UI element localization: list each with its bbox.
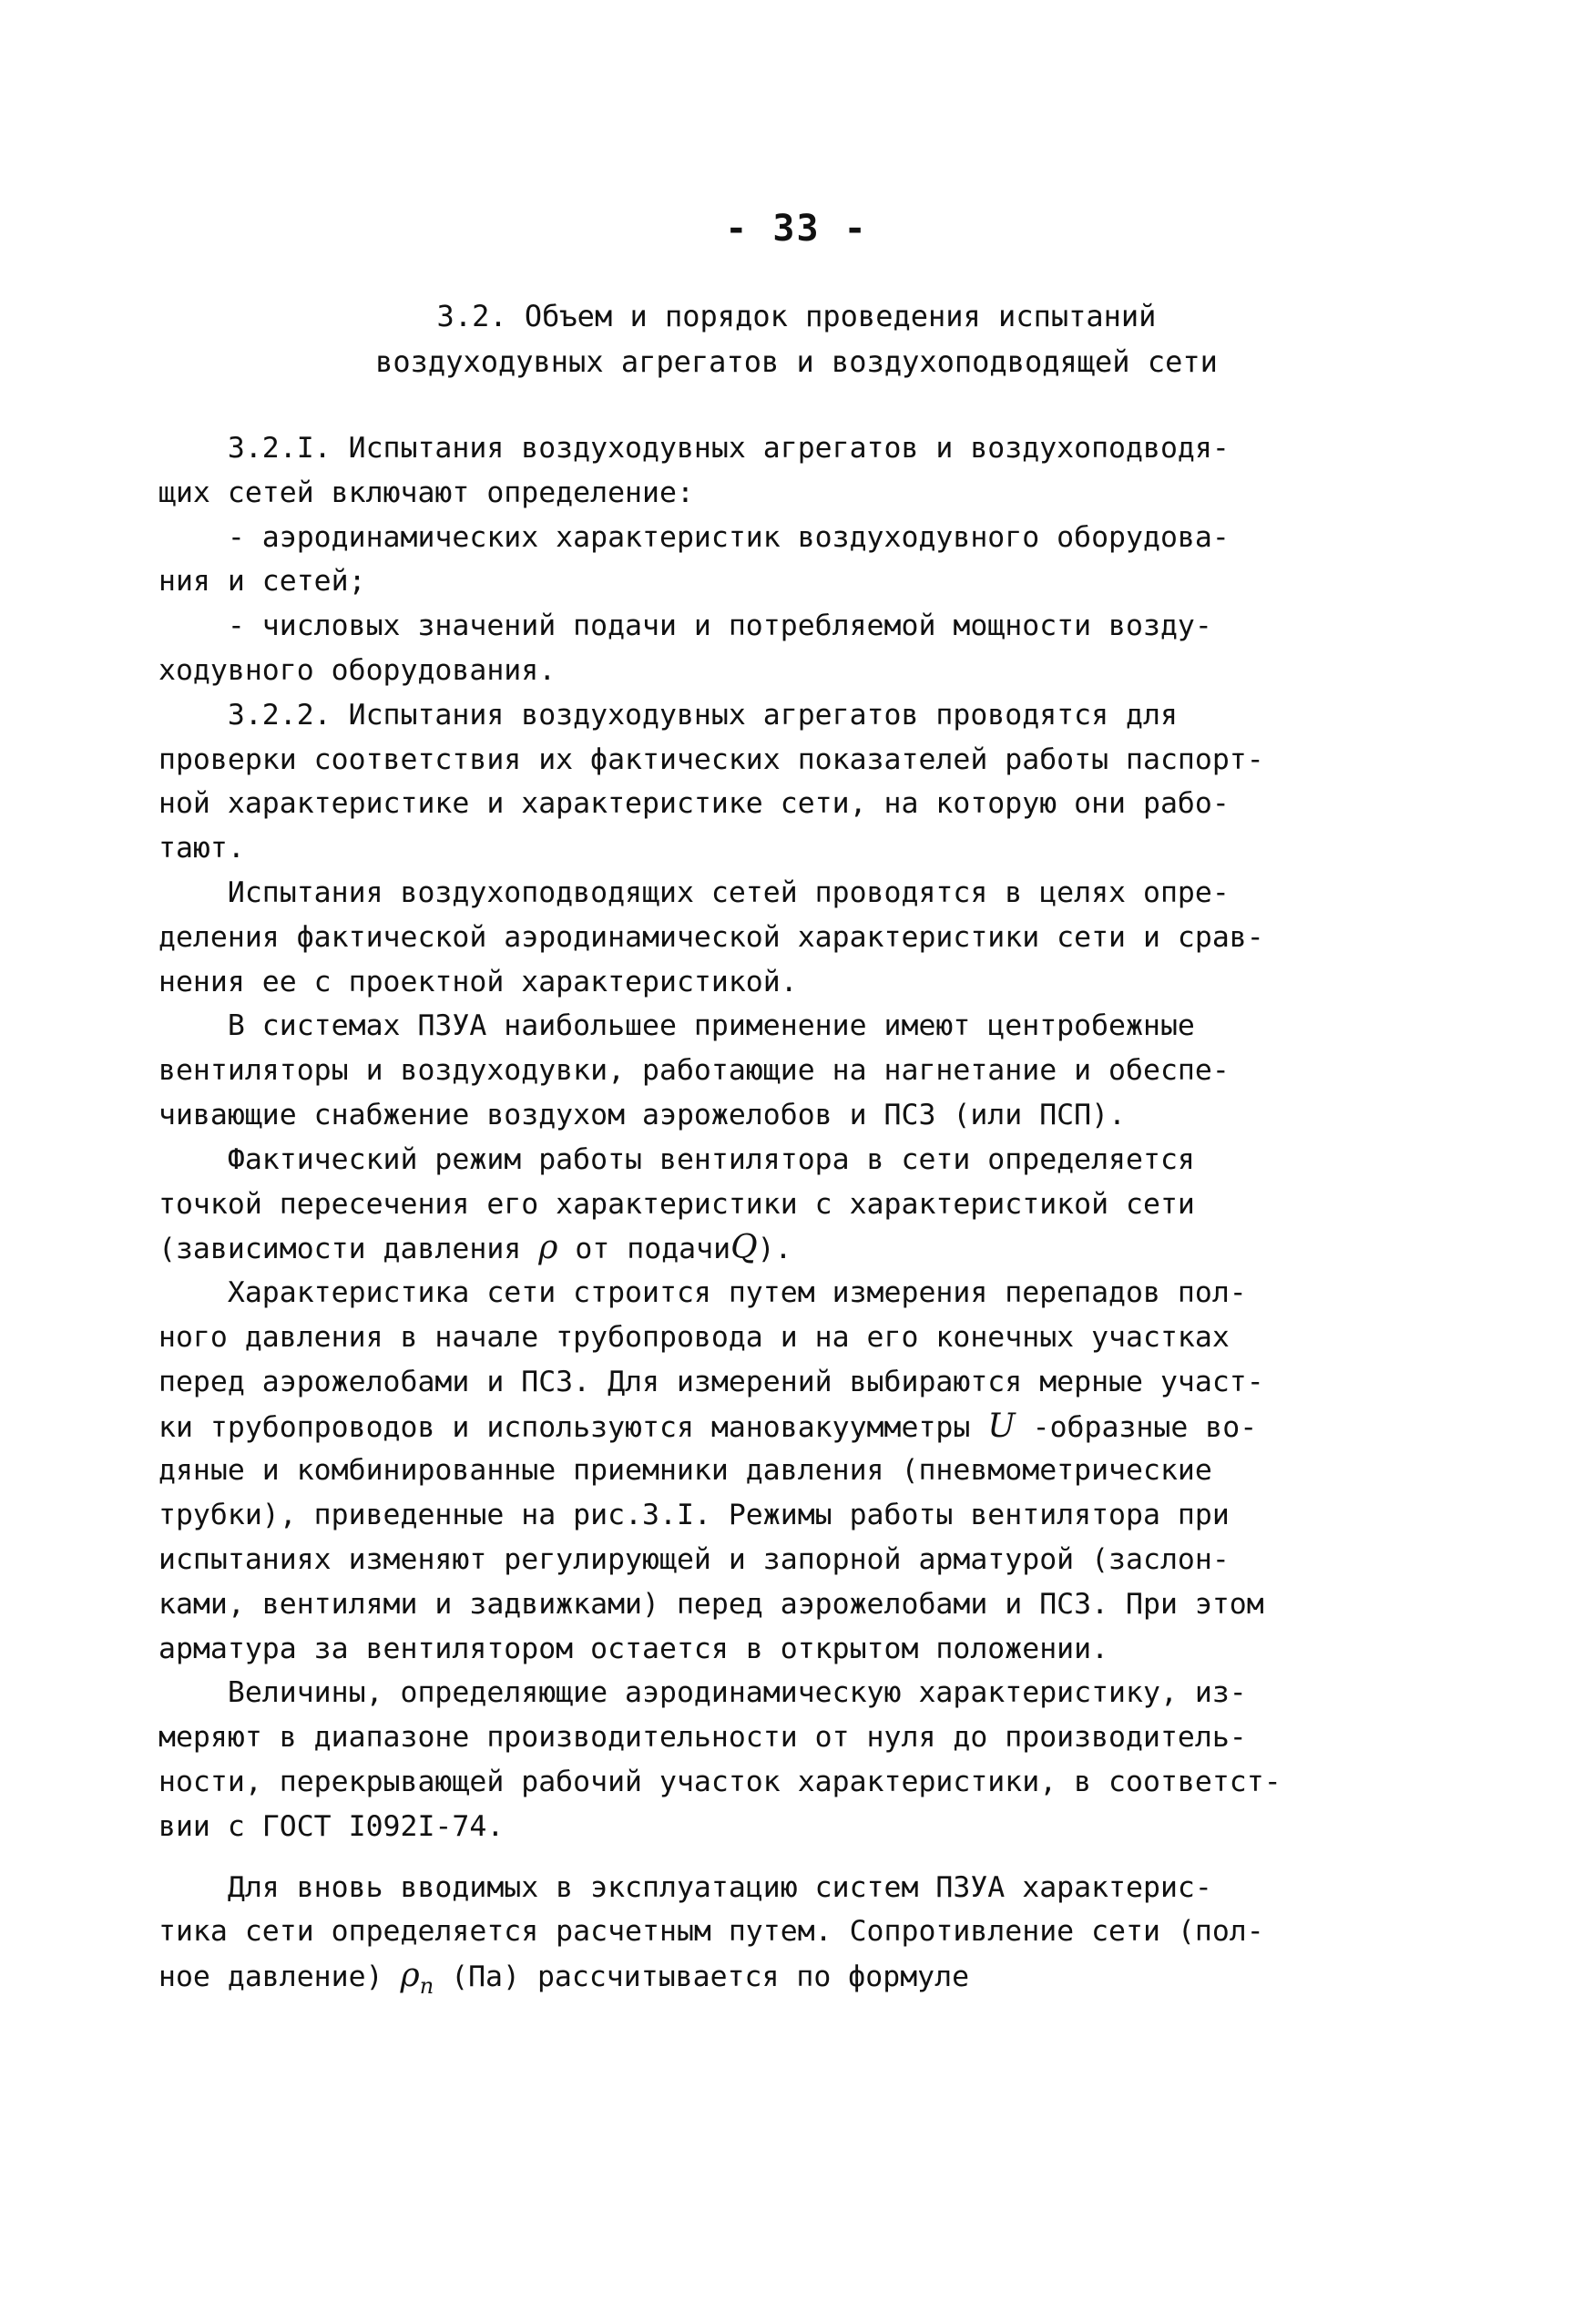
text-line: ходувного оборудования. bbox=[158, 653, 557, 687]
text-line-with-math bbox=[158, 1405, 1343, 1449]
text-fragment: -образные во- bbox=[1015, 1410, 1258, 1444]
paragraph-gap bbox=[158, 1849, 1343, 1866]
text-line: перед аэрожелобами и ПСЗ. Для измерений выбираются мерные участ- bbox=[158, 1365, 1264, 1398]
text-line: Характеристика сети строится путем измерения перепадов пол- bbox=[158, 1276, 1247, 1310]
text-line: меряют в диапазоне производительности от нуля до производитель- bbox=[158, 1721, 1247, 1755]
text-line: ного давления в начале трубопровода и на его конечных участках bbox=[158, 1320, 1230, 1354]
text-line: Испытания воздухоподводящих сетей проводятся в целях опре- bbox=[158, 875, 1230, 909]
text-line: - числовых значений подачи и потребляемой мощности возду- bbox=[158, 609, 1212, 643]
text-line: В системах ПЗУА наибольшее применение имеют центробежные bbox=[158, 1009, 1195, 1043]
text-line: Фактический режим работы вентилятора в сети определяется bbox=[158, 1142, 1195, 1176]
text-line: чивающие снабжение воздухом аэрожелобов и ПСЗ (или ПСП). bbox=[158, 1098, 1127, 1131]
u-shape-symbol: U bbox=[987, 1407, 1016, 1445]
flow-symbol: Q bbox=[730, 1229, 758, 1267]
text-line: вентиляторы и воздуходувки, работающие на нагнетание и обеспе- bbox=[158, 1054, 1230, 1088]
text-line: точкой пересечения его характеристики с характеристикой сети bbox=[158, 1187, 1195, 1221]
text-fragment: (Па) рассчитывается по формуле bbox=[434, 1961, 970, 1994]
total-pressure-symbol: ρ bbox=[400, 1957, 420, 1995]
text-line-with-math bbox=[158, 1954, 1343, 1999]
text-line: 3.2.I. Испытания воздуходувных агрегатов и воздухоподводя- bbox=[158, 432, 1230, 465]
text-line: арматура за вентилятором остается в открытом положении. bbox=[158, 1632, 1109, 1665]
text-line: Для вновь вводимых в эксплуатацию систем ПЗУА характерис- bbox=[158, 1870, 1212, 1904]
text-line: трубки), приведенные на рис.3.I. Режимы работы вентилятора при bbox=[158, 1499, 1230, 1532]
text-line: ния и сетей; bbox=[158, 565, 366, 599]
text-fragment: ). bbox=[757, 1233, 792, 1266]
total-pressure-subscript: n bbox=[419, 1973, 434, 2000]
text-line: ности, перекрывающей рабочий участок характеристики, в соответст- bbox=[158, 1765, 1282, 1798]
text-line-with-math bbox=[158, 1226, 1343, 1271]
text-line: тика сети определяется расчетным путем. Сопротивление сети (пол- bbox=[158, 1915, 1264, 1949]
text-line: 3.2.2. Испытания воздуходувных агрегатов проводятся для bbox=[158, 698, 1178, 732]
text-line: ной характеристике и характеристике сети, на которую они рабо- bbox=[158, 787, 1230, 821]
text-line: нения ее с проектной характеристикой. bbox=[158, 965, 798, 998]
text-line: тают. bbox=[158, 832, 245, 865]
text-fragment: ки трубопроводов и используются мановакуумметры bbox=[158, 1410, 988, 1444]
body-text bbox=[158, 426, 1343, 1999]
pressure-symbol: ρ bbox=[538, 1229, 558, 1267]
text-line: деления фактической аэродинамической характеристики сети и срав- bbox=[158, 920, 1264, 954]
text-line: проверки соответствия их фактических показателей работы паспорт- bbox=[158, 742, 1264, 776]
text-line: дяные и комбинированные приемники давления (пневмометрические bbox=[158, 1454, 1212, 1488]
text-fragment: ное давление) bbox=[158, 1961, 401, 1994]
section-title-line-2: воздуходувных агрегатов и воздухоподводящей сети bbox=[375, 344, 1218, 379]
text-line: ками, вентилями и задвижками) перед аэрожелобами и ПСЗ. При этом bbox=[158, 1587, 1264, 1621]
text-line: Величины, определяющие аэродинамическую характеристику, из- bbox=[158, 1676, 1247, 1710]
page-number: - 33 - bbox=[725, 208, 868, 250]
section-title bbox=[0, 293, 1593, 384]
text-line: вии с ГОСТ I092I-74. bbox=[158, 1809, 505, 1843]
text-line: щих сетей включают определение: bbox=[158, 476, 694, 509]
section-title-line-1: 3.2. Объем и порядок проведения испытаний bbox=[436, 299, 1157, 333]
text-fragment: (зависимости давления bbox=[158, 1233, 539, 1266]
text-line: - аэродинамических характеристик воздуходувного оборудова- bbox=[158, 520, 1230, 554]
text-fragment: от подачи bbox=[557, 1233, 731, 1266]
text-line: испытаниях изменяют регулирующей и запорной арматурой (заслон- bbox=[158, 1542, 1230, 1576]
